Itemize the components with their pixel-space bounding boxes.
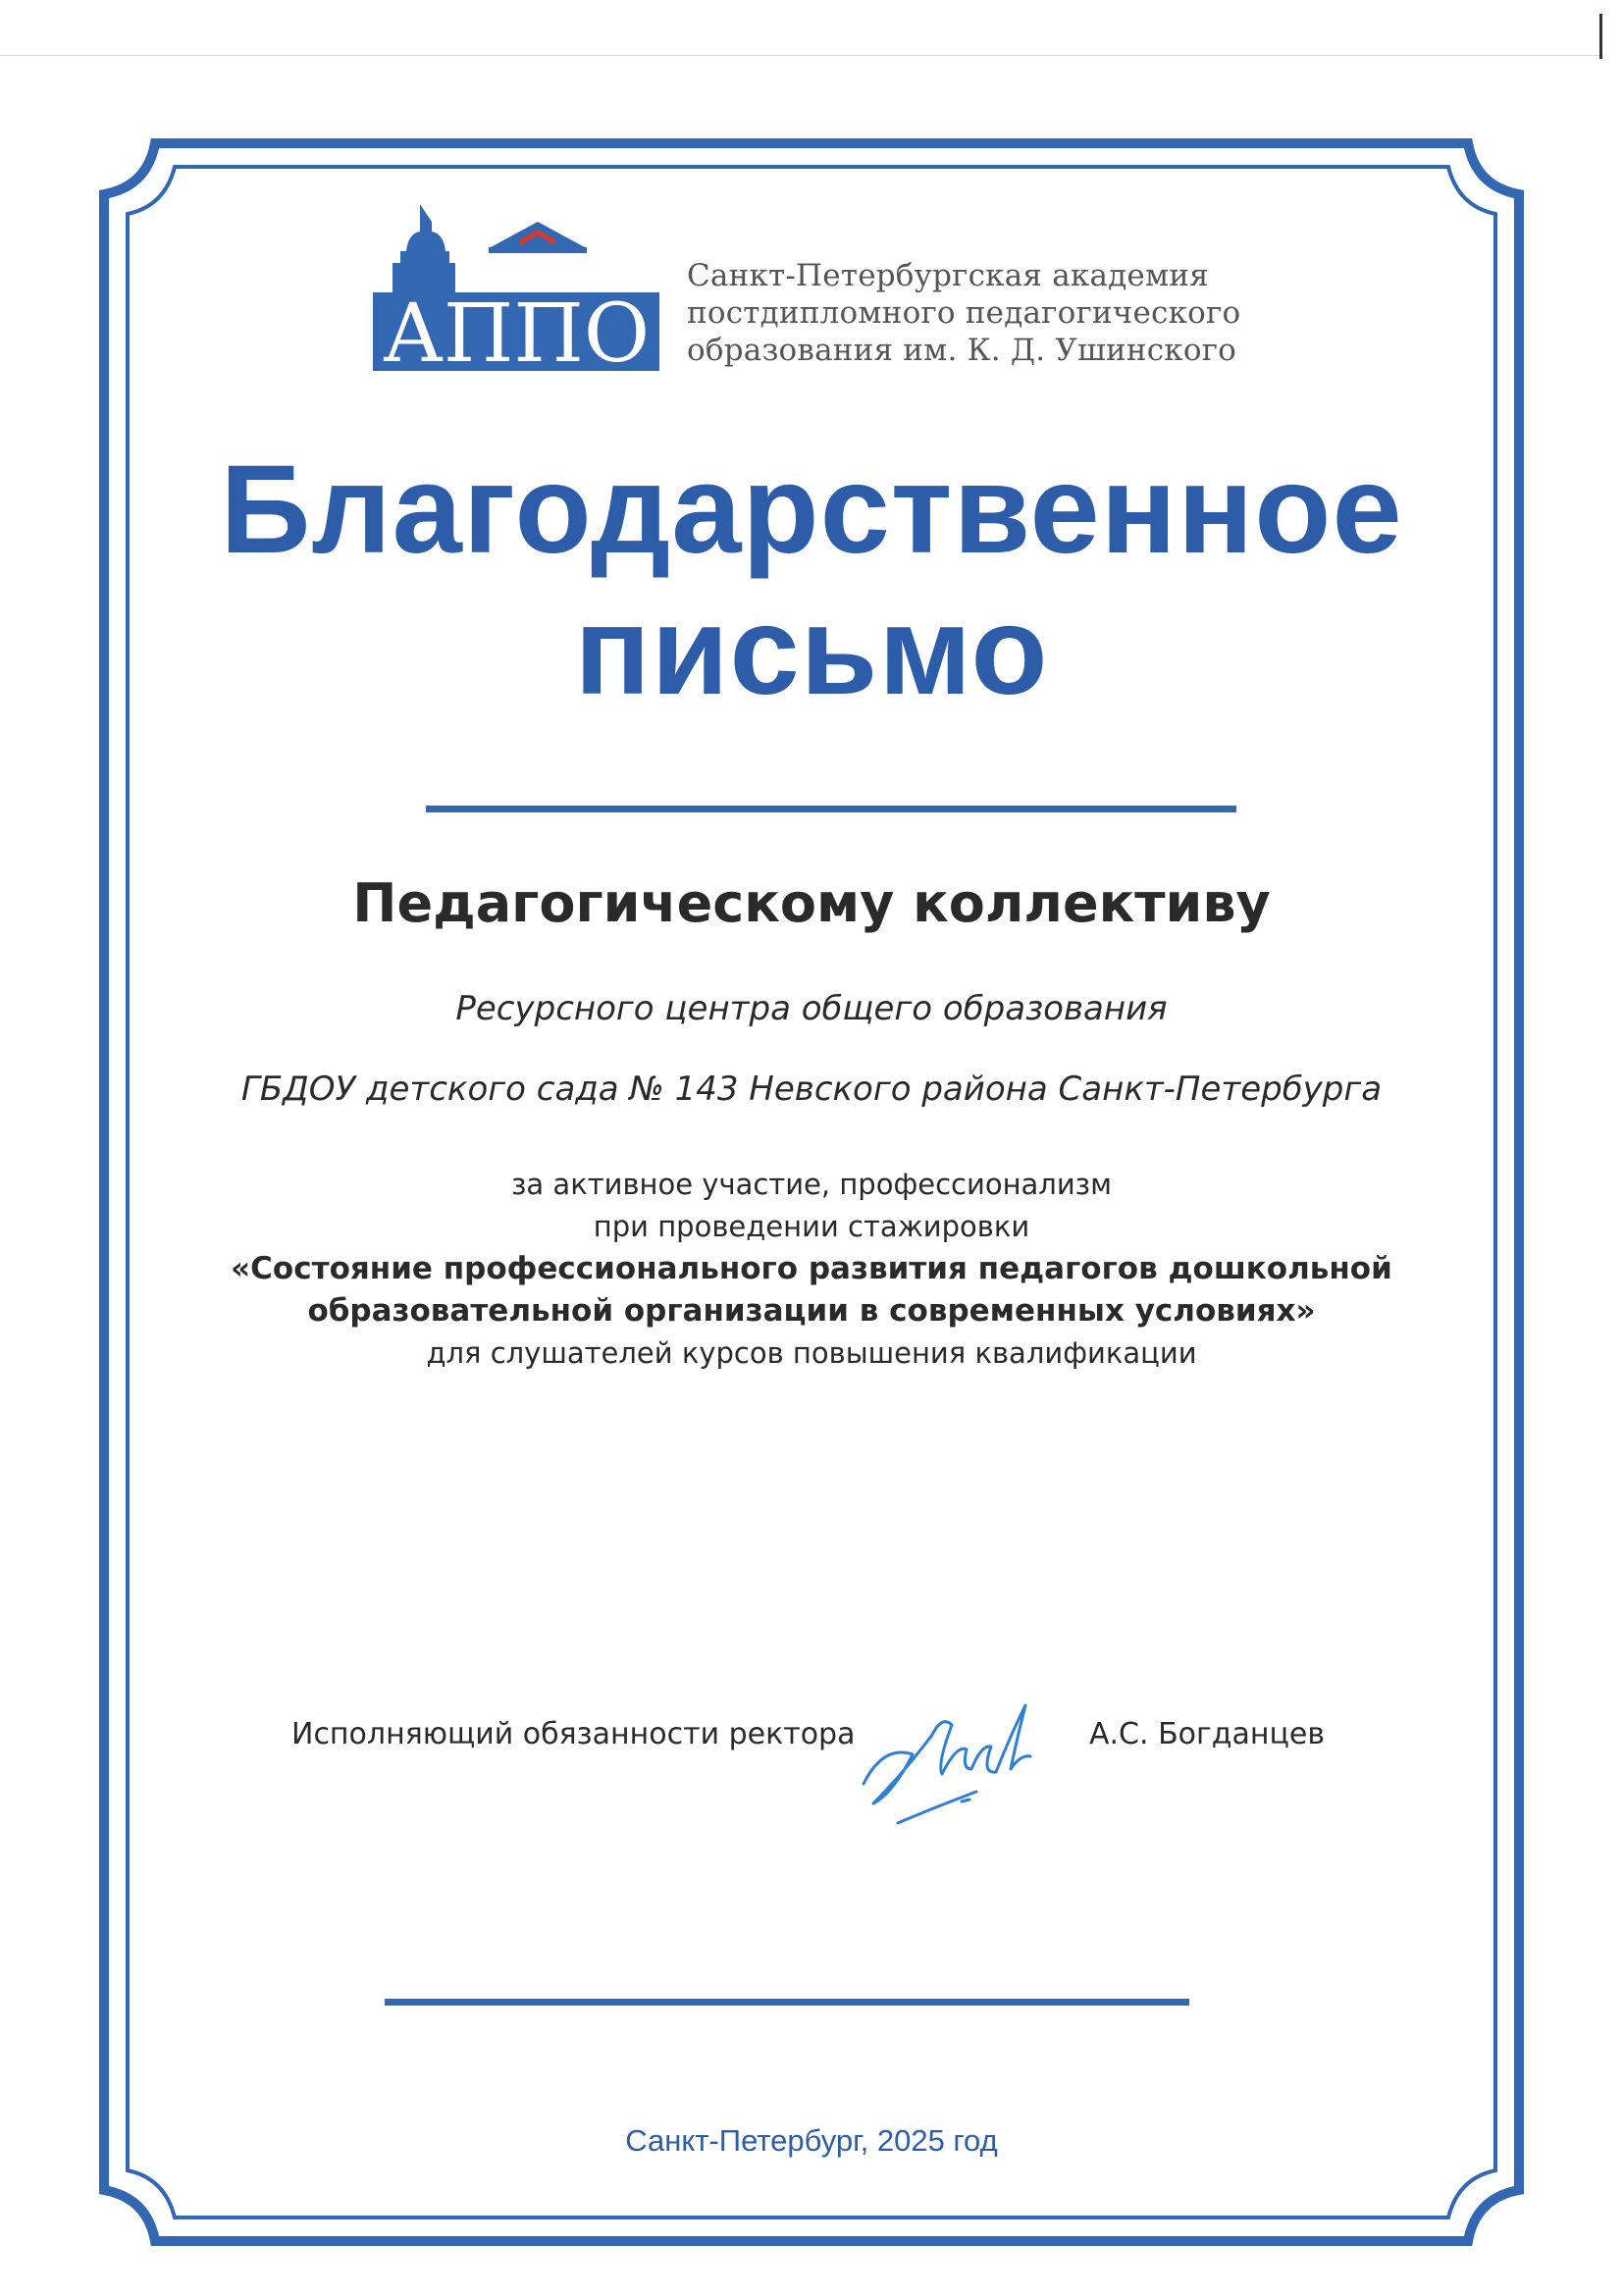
signatory-position: Исполняющий обязанности ректора (291, 1717, 856, 1751)
organization-line-2: ГБДОУ детского сада № 143 Невского района Санкт-Петербурга (240, 1070, 1383, 1109)
academy-name-line: постдипломного педагогического (687, 295, 1241, 331)
signatory-name: А.С. Богданцев (1089, 1717, 1326, 1751)
recipient: Педагогическому коллективу (352, 872, 1271, 934)
logo-abbrev: АППО (382, 287, 651, 373)
place-and-year: Санкт-Петербург, 2025 год (625, 2123, 998, 2158)
academy-logo (373, 204, 1256, 381)
signature-block (147, 1705, 1476, 1843)
academy-name (687, 257, 1276, 369)
title-line-2: письмо (574, 581, 1049, 721)
reason-line: за активное участие, профессионализм (511, 1168, 1112, 1201)
internship-title-line: «Состояние профессионального развития педагогов дошкольной (231, 1251, 1392, 1286)
reason-text (147, 1164, 1476, 1375)
reason-line: при проведении стажировки (593, 1210, 1030, 1243)
organization-line-1: Ресурсного центра общего образования (455, 989, 1168, 1028)
document-title (147, 440, 1476, 722)
footer-divider (385, 1999, 1189, 2006)
appo-emblem-icon (373, 204, 677, 373)
academy-name-line: образования им. К. Д. Ушинского (687, 333, 1237, 368)
title-divider (426, 806, 1236, 812)
academy-name-line: Санкт-Петербургская академия (687, 258, 1209, 293)
handwritten-signature (844, 1676, 1040, 1833)
internship-title-line: образовательной организации в современных условиях» (307, 1293, 1316, 1329)
title-line-1: Благодарственное (220, 440, 1403, 580)
reason-line: для слушателей курсов повышения квалификации (426, 1336, 1197, 1370)
